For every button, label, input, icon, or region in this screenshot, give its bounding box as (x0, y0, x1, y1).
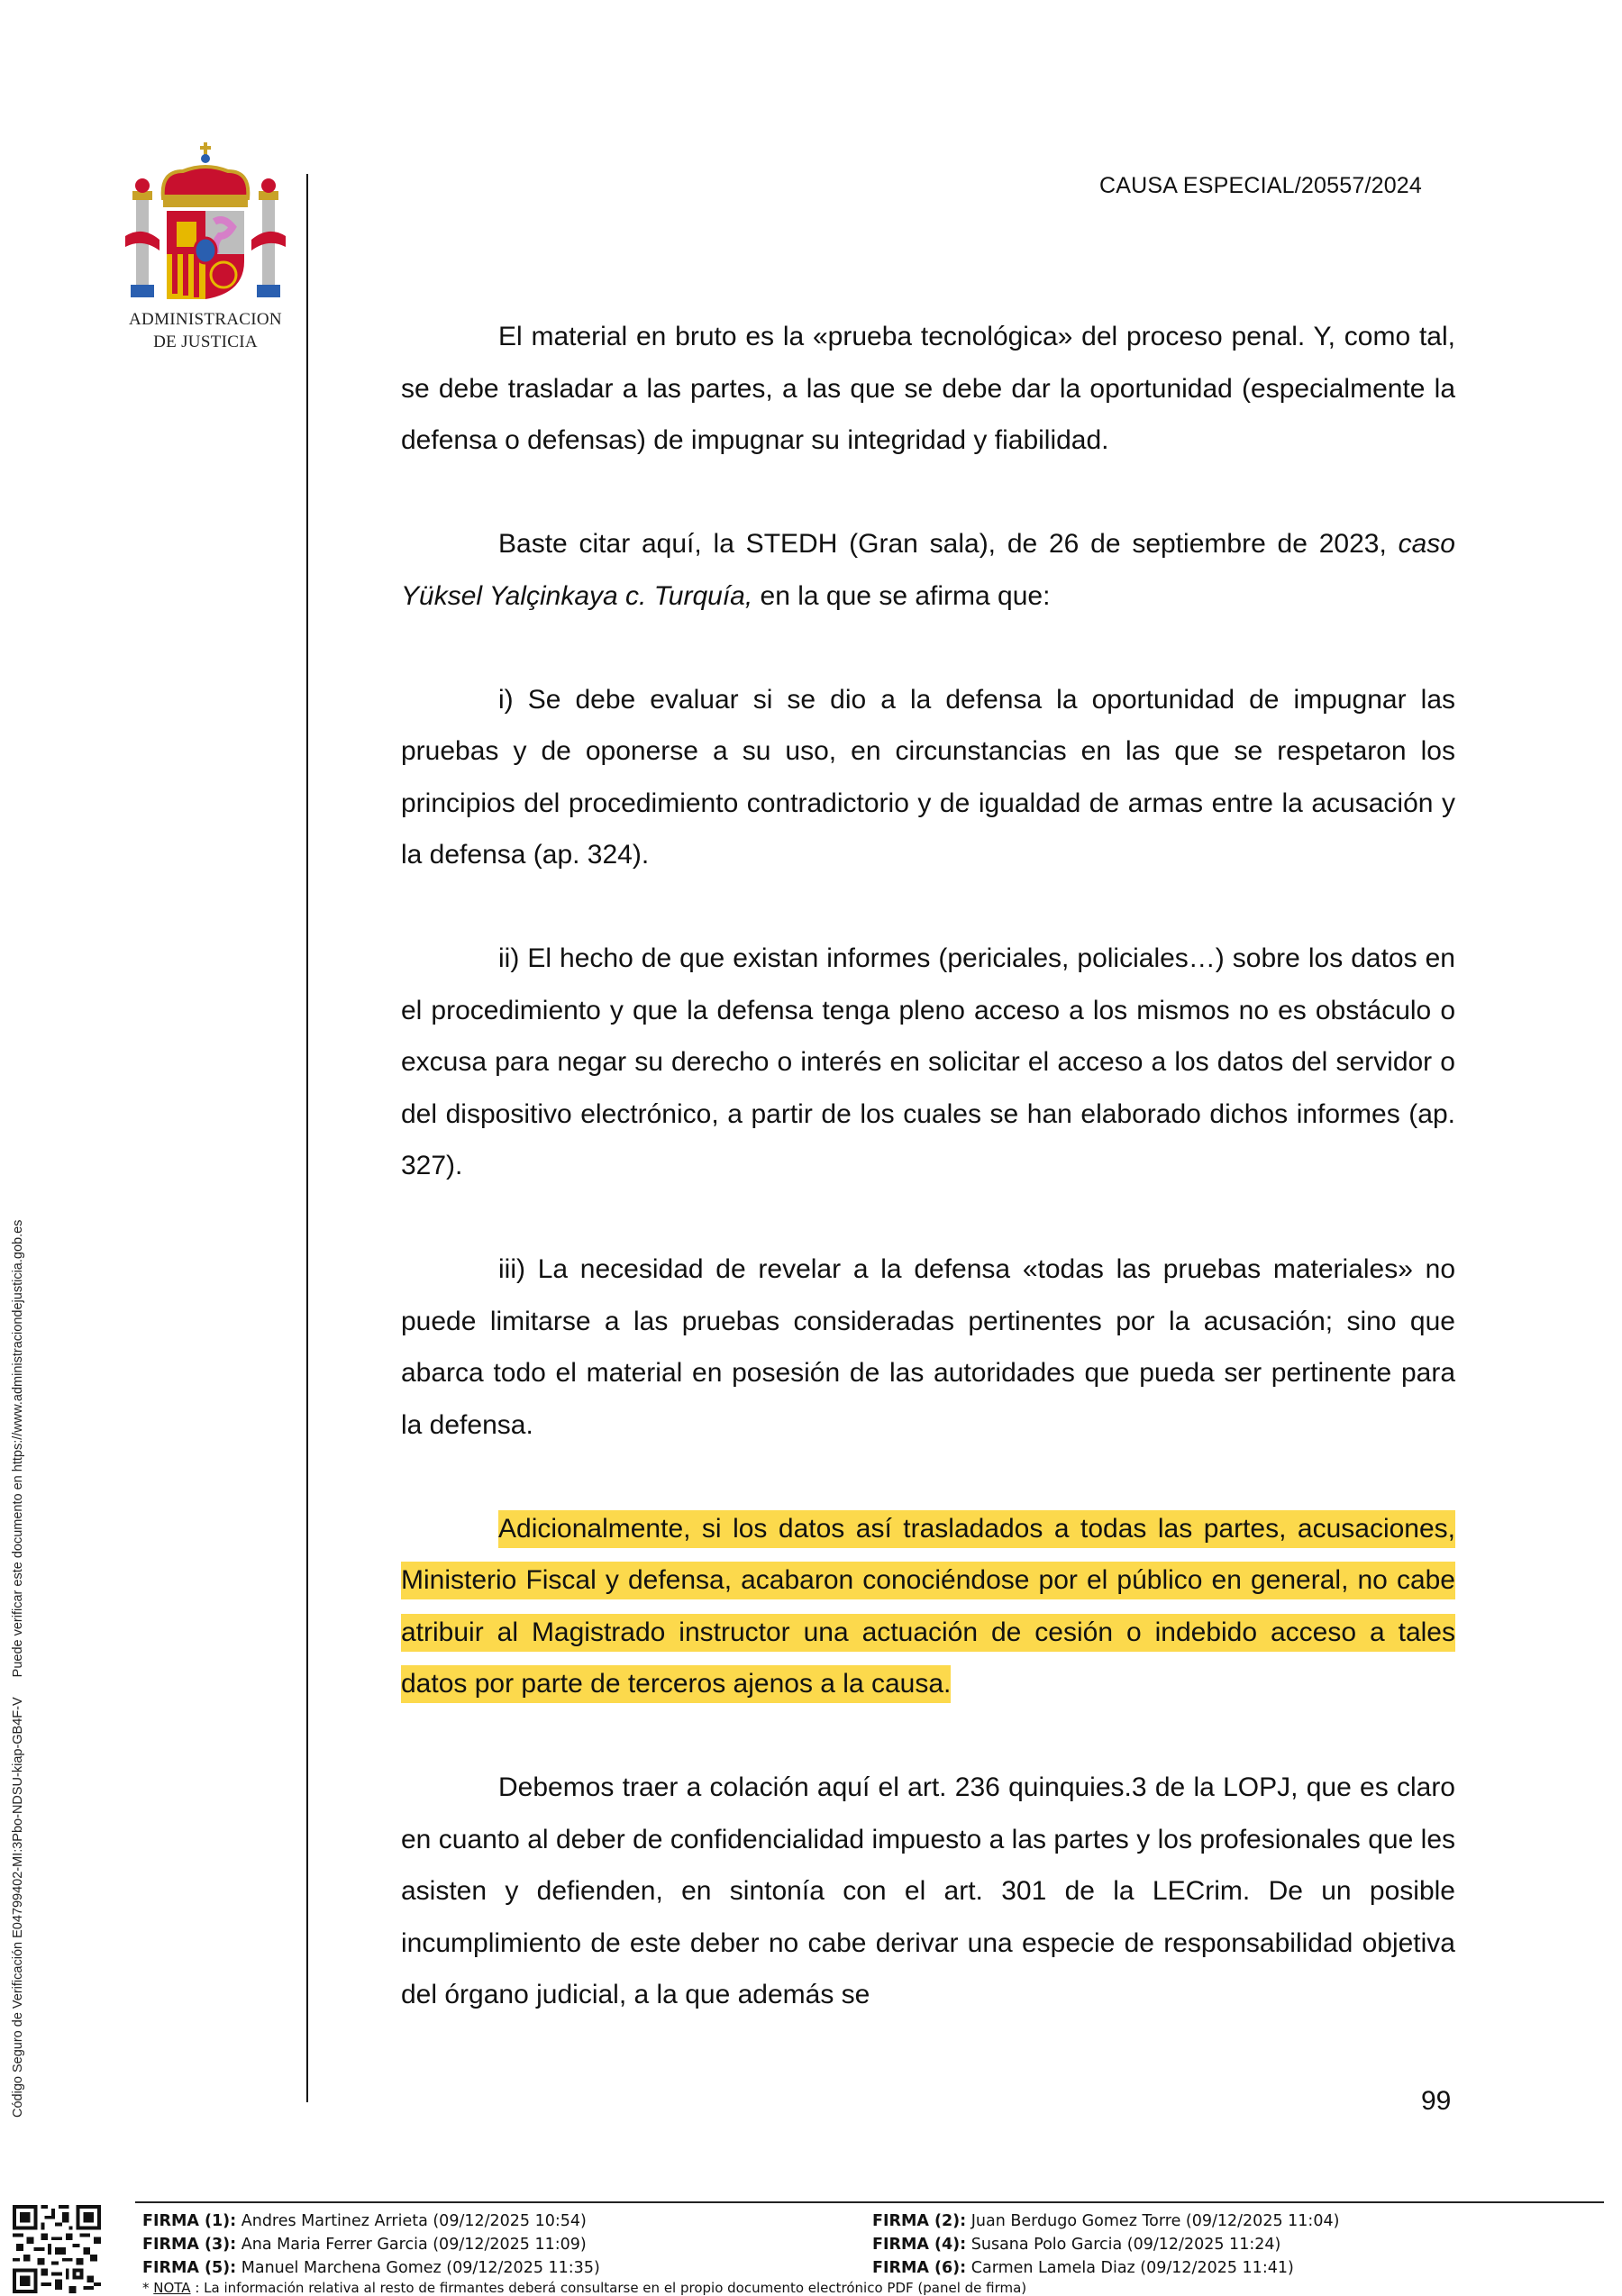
paragraph-2-text-after: en la que se afirma que: (752, 580, 1051, 611)
signature-5: FIRMA (5): Manuel Marchena Gomez (09/12/2025 11:35) (142, 2259, 600, 2277)
footer-divider (135, 2201, 1604, 2203)
coat-of-arms-logo (115, 135, 296, 351)
highlighted-paragraph (401, 1503, 1455, 1710)
case-reference: CAUSA ESPECIAL/20557/2024 (1099, 173, 1423, 198)
paragraph-2 (401, 518, 1455, 622)
paragraph-7: Debemos traer a colación aquí el art. 236 quinquies.3 de la LOPJ, que es claro en cuanto al deber de confidencialidad impuesto a las partes y los profesionales que les asisten y defienden, en sintonía con el art. 301 de la LECrim. De un posible incumplimiento de este deber no cabe derivar una especie de responsabilidad objetiva del órgano judicial, a la que además se (401, 1772, 1455, 2009)
spain-coat-of-arms-icon (120, 135, 291, 306)
nota-label: NOTA (153, 2280, 191, 2296)
verify-url-text[interactable]: Puede verificar este documento en https://www.administraciondejusticia.gob.es (11, 1219, 25, 1678)
paragraph-point-iii: iii) La necesidad de revelar a la defensa «todas las pruebas materiales» no puede limitarse a las pruebas consideradas pertinentes por la acusación; sino que abarca todo el material en posesión de las autoridades que pueda ser pertinente para la defensa. (401, 1254, 1455, 1440)
paragraph-point-ii: ii) El hecho de que existan informes (periciales, policiales…) sobre los datos en el procedimiento y que la defensa tenga pleno acceso a los mismos no es obstáculo o excusa para negar su derecho o interés en solicitar el acceso a los datos del servidor o del dispositivo electrónico, a partir de los cuales se han elaborado dichos informes (ap. 327). (401, 943, 1455, 1180)
paragraph-2-text-before: Baste citar aquí, la STEDH (Gran sala), de 26 de septiembre de 2023, (498, 529, 1399, 559)
signature-1: FIRMA (1): Andres Martinez Arrieta (09/12/2025 10:54) (142, 2212, 587, 2230)
logo-text-line2: DE JUSTICIA (153, 333, 258, 351)
case-citation-italic: caso Yüksel Yalçinkaya c. Turquía, (401, 529, 1455, 611)
signature-note: * NOTA : La información relativa al resto de firmantes deberá consultarse en el propio documento electrónico PDF (panel de firma) (142, 2280, 1027, 2296)
highlighted-text: Adicionalmente, si los datos así trasladados a todas las partes, acusaciones, Ministerio Fiscal y defensa, acabaron conociéndose por el público en general, no cabe atribuir al Magistrado instructor una actuación de cesión o indebido acceso a tales datos por parte de terceros ajenos a la causa. (401, 1510, 1455, 1704)
qr-code-icon (13, 2205, 101, 2293)
logo-text-line1: ADMINISTRACION (129, 310, 282, 329)
margin-divider-line (306, 174, 308, 2102)
signature-2: FIRMA (2): Juan Berdugo Gomez Torre (09/12/2025 11:04) (872, 2212, 1340, 2230)
signatures-block (142, 2209, 1602, 2296)
paragraph-1: El material en bruto es la «prueba tecnológica» del proceso penal. Y, como tal, se debe trasladar a las partes, a las que se debe dar la oportunidad (especialmente la defensa o defensas) de impugnar su integridad y fiabilidad. (401, 322, 1455, 455)
signature-3: FIRMA (3): Ana Maria Ferrer Garcia (09/12/2025 11:09) (142, 2236, 587, 2254)
signature-4: FIRMA (4): Susana Polo Garcia (09/12/2025 11:24) (872, 2236, 1281, 2254)
signature-6: FIRMA (6): Carmen Lamela Diaz (09/12/2025 11:41) (872, 2259, 1294, 2277)
page-number: 99 (1421, 2086, 1452, 2116)
paragraph-point-i: i) Se debe evaluar si se dio a la defensa la oportunidad de impugnar las pruebas y de oponerse a su uso, en circunstancias en las que se respetaron los principios del procedimiento contradictorio y de igualdad de armas entre la acusación y la defensa (ap. 324). (401, 684, 1455, 870)
document-body (401, 311, 1455, 2073)
csv-code-text: Código Seguro de Verificación E04799402-MI:3Pbo-NDSU-kiap-GB4F-V (11, 1697, 25, 2118)
verification-side-text (11, 1220, 25, 2118)
